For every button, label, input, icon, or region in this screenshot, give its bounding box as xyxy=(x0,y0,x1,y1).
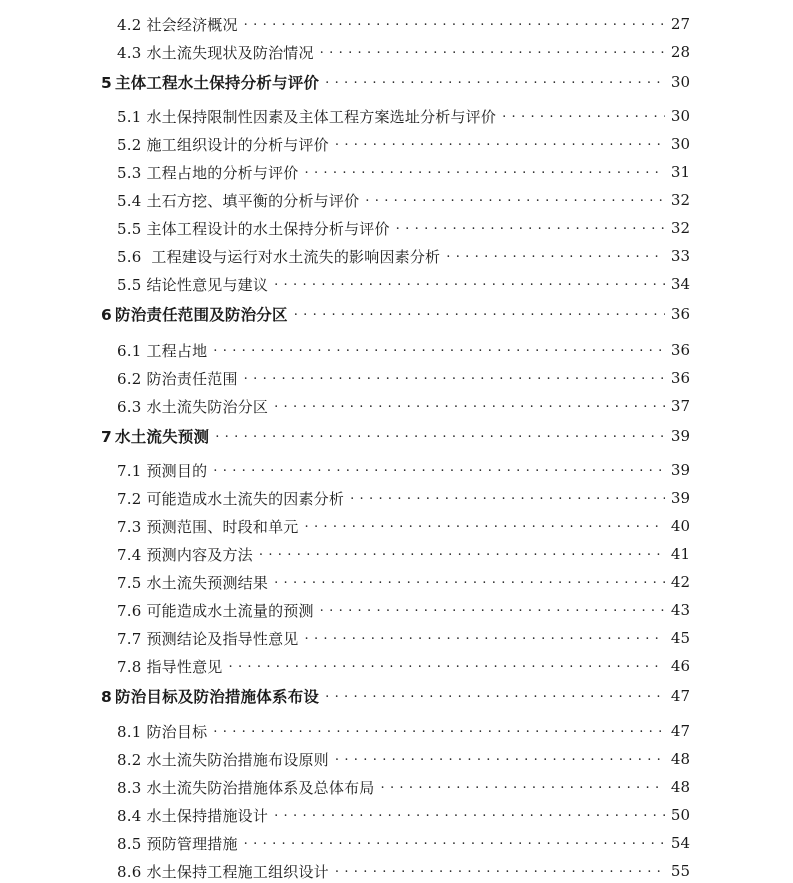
toc-section-entry[interactable] xyxy=(117,216,690,240)
dot-leader xyxy=(244,12,665,36)
toc-entry-text: 防治责任范围及防治分区 xyxy=(115,306,288,324)
dot-leader xyxy=(350,486,665,510)
toc-section-entry[interactable] xyxy=(117,598,690,622)
toc-entry-number: 7.6 xyxy=(117,601,142,620)
toc-entry-number: 6.3 xyxy=(117,397,142,416)
toc-entry-text: 水土流失预测 xyxy=(115,428,210,446)
dot-leader xyxy=(304,514,664,538)
toc-entry-number: 7.7 xyxy=(117,629,142,648)
toc-section-entry[interactable] xyxy=(117,160,690,184)
toc-section-entry[interactable] xyxy=(117,394,690,418)
toc-entry-text: 水土保持限制性因素及主体工程方案选址分析与评价 xyxy=(146,107,497,126)
toc-entry-number: 8.1 xyxy=(117,722,142,741)
dot-leader xyxy=(294,302,665,326)
toc-entry-text: 指导性意见 xyxy=(146,657,223,676)
toc-entry-title xyxy=(117,600,314,621)
toc-page-number: 40 xyxy=(670,517,690,535)
toc-page-number: 30 xyxy=(670,107,690,125)
toc-page-number: 42 xyxy=(670,573,690,591)
dot-leader xyxy=(213,338,665,362)
toc-section-entry[interactable] xyxy=(117,458,690,482)
toc-entry-text: 可能造成水土流失的因素分析 xyxy=(146,489,345,508)
toc-page-number: 39 xyxy=(670,427,690,445)
dot-leader xyxy=(325,684,665,708)
dot-leader xyxy=(396,216,665,240)
toc-entry-number: 5 xyxy=(101,74,112,92)
dot-leader xyxy=(274,570,665,594)
toc-entry-number: 4.3 xyxy=(117,43,142,62)
toc-section-entry[interactable] xyxy=(117,132,690,156)
toc-entry-text: 水土流失防治措施体系及总体布局 xyxy=(146,778,375,797)
toc-entry-number: 7.5 xyxy=(117,573,142,592)
toc-page-number: 36 xyxy=(670,341,690,359)
toc-page-number: 47 xyxy=(670,687,690,705)
toc-page-number: 34 xyxy=(670,275,690,293)
toc-entry-number: 6 xyxy=(101,306,112,324)
toc-chapter-entry[interactable] xyxy=(101,302,690,326)
dot-leader xyxy=(213,458,665,482)
dot-leader xyxy=(335,132,665,156)
toc-entry-text: 社会经济概况 xyxy=(146,15,238,34)
toc-entry-text: 主体工程设计的水土保持分析与评价 xyxy=(146,219,390,238)
toc-entry-number: 5.5 xyxy=(117,275,142,294)
toc-section-entry[interactable] xyxy=(117,338,690,362)
toc-entry-title xyxy=(117,628,298,649)
toc-entry-title xyxy=(117,861,329,882)
toc-entry-title xyxy=(117,274,268,295)
toc-entry-number: 8.3 xyxy=(117,778,142,797)
toc-page-number: 33 xyxy=(670,247,690,265)
toc-chapter-entry[interactable] xyxy=(101,70,690,94)
toc-entry-title xyxy=(117,488,344,509)
toc-entry-text: 土石方挖、填平衡的分析与评价 xyxy=(146,191,360,210)
toc-entry-title xyxy=(117,777,374,798)
toc-chapter-entry[interactable] xyxy=(101,424,690,448)
toc-entry-text: 预测范围、时段和单元 xyxy=(146,517,299,536)
toc-page-number: 36 xyxy=(670,305,690,323)
dot-leader xyxy=(304,626,664,650)
toc-entry-title xyxy=(117,544,253,565)
toc-section-entry[interactable] xyxy=(117,188,690,212)
toc-section-entry[interactable] xyxy=(117,514,690,538)
toc-page-number: 28 xyxy=(670,43,690,61)
toc-entry-number: 7.1 xyxy=(117,461,142,480)
toc-entry-title xyxy=(117,833,238,854)
toc-entry-number: 6.2 xyxy=(117,369,142,388)
toc-entry-text: 水土流失现状及防治情况 xyxy=(146,43,314,62)
toc-section-entry[interactable] xyxy=(117,570,690,594)
toc-page-number: 45 xyxy=(670,629,690,647)
toc-page-number: 55 xyxy=(670,862,690,880)
toc-entry-number: 7.3 xyxy=(117,517,142,536)
toc-entry-title xyxy=(117,106,496,127)
dot-leader xyxy=(320,598,665,622)
toc-entry-title xyxy=(101,71,319,93)
toc-entry-number: 5.6 xyxy=(117,247,142,266)
toc-entry-number: 4.2 xyxy=(117,15,142,34)
toc-entry-number: 5.4 xyxy=(117,191,142,210)
toc-entry-title xyxy=(117,246,440,267)
toc-page-number: 54 xyxy=(670,834,690,852)
toc-section-entry[interactable] xyxy=(117,626,690,650)
toc-entry-title xyxy=(101,425,209,447)
toc-entry-title xyxy=(117,396,268,417)
toc-entry-title xyxy=(117,162,298,183)
dot-leader xyxy=(274,394,665,418)
toc-section-entry[interactable] xyxy=(117,486,690,510)
toc-entry-text: 防治责任范围 xyxy=(146,369,238,388)
toc-entry-text: 水土流失预测结果 xyxy=(146,573,269,592)
toc-section-entry[interactable] xyxy=(117,803,690,827)
toc-entry-title xyxy=(117,368,238,389)
toc-page-number: 32 xyxy=(670,191,690,209)
toc-entry-title xyxy=(101,685,319,707)
toc-entry-title xyxy=(117,805,268,826)
toc-entry-text: 可能造成水土流量的预测 xyxy=(146,601,314,620)
toc-entry-number: 5.3 xyxy=(117,163,142,182)
toc-section-entry[interactable] xyxy=(117,366,690,390)
toc-entry-number: 5.5 xyxy=(117,219,142,238)
toc-section-entry[interactable] xyxy=(117,775,690,799)
toc-entry-title xyxy=(117,656,222,677)
dot-leader xyxy=(244,831,665,855)
toc-entry-number: 8.5 xyxy=(117,834,142,853)
toc-page-number: 27 xyxy=(670,15,690,33)
toc-entry-title xyxy=(117,14,238,35)
toc-page-number: 32 xyxy=(670,219,690,237)
toc-chapter-entry[interactable] xyxy=(101,684,690,708)
dot-leader xyxy=(228,654,664,678)
dot-leader xyxy=(446,244,665,268)
toc-entry-text: 主体工程水土保持分析与评价 xyxy=(115,74,320,92)
dot-leader xyxy=(259,542,665,566)
toc-page-number: 37 xyxy=(670,397,690,415)
toc-entry-text: 工程占地 xyxy=(146,341,208,360)
toc-entry-number: 6.1 xyxy=(117,341,142,360)
toc-section-entry[interactable] xyxy=(117,719,690,743)
toc-page-number: 39 xyxy=(670,489,690,507)
toc-entry-title xyxy=(117,721,207,742)
toc-entry-number: 5.2 xyxy=(117,135,142,154)
toc-page-number: 48 xyxy=(670,750,690,768)
toc-entry-title xyxy=(117,134,329,155)
toc-page-number: 30 xyxy=(670,73,690,91)
toc-page-number: 36 xyxy=(670,369,690,387)
toc-entry-number: 7.4 xyxy=(117,545,142,564)
toc-entry-text: 防治目标及防治措施体系布设 xyxy=(115,688,320,706)
toc-entry-title xyxy=(117,340,207,361)
dot-leader xyxy=(304,160,664,184)
toc-entry-number: 5.1 xyxy=(117,107,142,126)
toc-entry-text: 预测结论及指导性意见 xyxy=(146,629,299,648)
toc-entry-number: 7.8 xyxy=(117,657,142,676)
toc-entry-title xyxy=(117,42,314,63)
dot-leader xyxy=(320,40,665,64)
toc-entry-title xyxy=(117,749,329,770)
toc-entry-title xyxy=(117,190,359,211)
toc-entry-title xyxy=(117,218,390,239)
toc-page-number: 31 xyxy=(670,163,690,181)
toc-entry-title xyxy=(117,516,298,537)
toc-entry-text: 水土流失防治措施布设原则 xyxy=(146,750,329,769)
toc-section-entry[interactable] xyxy=(117,40,690,64)
toc-page-number: 47 xyxy=(670,722,690,740)
dot-leader xyxy=(215,424,665,448)
toc-section-entry[interactable] xyxy=(117,747,690,771)
toc-entry-number: 8.6 xyxy=(117,862,142,881)
toc-page-number: 50 xyxy=(670,806,690,824)
dot-leader xyxy=(274,272,665,296)
toc-section-entry[interactable] xyxy=(117,542,690,566)
toc-entry-number: 8 xyxy=(101,688,112,706)
dot-leader xyxy=(244,366,665,390)
toc-entry-text: 预测内容及方法 xyxy=(146,545,253,564)
toc-section-entry[interactable] xyxy=(117,12,690,36)
toc-entry-text: 水土流失防治分区 xyxy=(146,397,269,416)
toc-entry-title xyxy=(101,303,288,325)
dot-leader xyxy=(502,104,665,128)
toc-entry-text: 施工组织设计的分析与评价 xyxy=(146,135,329,154)
toc-page-number: 30 xyxy=(670,135,690,153)
dot-leader xyxy=(365,188,665,212)
toc-page-number: 39 xyxy=(670,461,690,479)
toc-entry-text: 结论性意见与建议 xyxy=(146,275,269,294)
toc-entry-number: 8.2 xyxy=(117,750,142,769)
toc-page-number: 41 xyxy=(670,545,690,563)
toc-entry-text: 水土保持措施设计 xyxy=(146,806,269,825)
toc-section-entry[interactable] xyxy=(117,272,690,296)
toc-entry-text: 预测目的 xyxy=(146,461,208,480)
toc-entry-number: 7.2 xyxy=(117,489,142,508)
toc-page-number: 46 xyxy=(670,657,690,675)
toc-section-entry[interactable] xyxy=(117,104,690,128)
dot-leader xyxy=(325,70,665,94)
dot-leader xyxy=(335,747,665,771)
toc-entry-title xyxy=(117,572,268,593)
toc-page-number: 43 xyxy=(670,601,690,619)
toc-entry-number: 8.4 xyxy=(117,806,142,825)
toc-entry-text: 水土保持工程施工组织设计 xyxy=(146,862,329,881)
toc-section-entry[interactable] xyxy=(117,244,690,268)
dot-leader xyxy=(213,719,665,743)
toc-entry-text: 工程占地的分析与评价 xyxy=(146,163,299,182)
toc-entry-text: 防治目标 xyxy=(146,722,208,741)
toc-entry-title xyxy=(117,460,207,481)
dot-leader xyxy=(335,859,665,883)
dot-leader xyxy=(380,775,664,799)
toc-section-entry[interactable] xyxy=(117,859,690,883)
toc-section-entry[interactable] xyxy=(117,831,690,855)
toc-entry-text: 预防管理措施 xyxy=(146,834,238,853)
dot-leader xyxy=(274,803,665,827)
toc-section-entry[interactable] xyxy=(117,654,690,678)
toc-entry-number: 7 xyxy=(101,428,112,446)
toc-page-number: 48 xyxy=(670,778,690,796)
toc-entry-text: 工程建设与运行对水土流失的影响因素分析 xyxy=(146,247,441,266)
